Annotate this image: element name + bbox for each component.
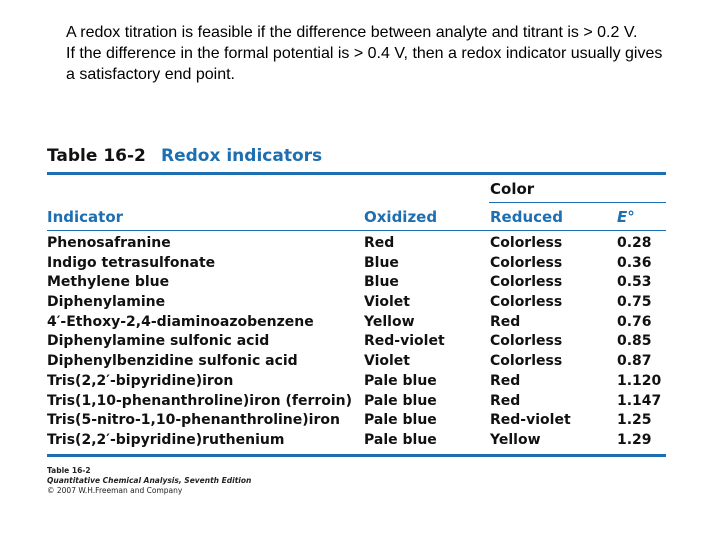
intro-line-1: A redox titration is feasible if the difference between analyte and titrant is > 0.2 V.	[66, 24, 638, 41]
cell-oxidized: Pale blue	[364, 412, 437, 429]
table-row	[47, 273, 667, 293]
cell-e0: 0.85	[617, 333, 652, 350]
cell-indicator: Tris(5-nitro-1,10-phenanthroline)iron	[47, 412, 340, 429]
credit-book-title: Quantitative Chemical Analysis, Seventh Edition	[47, 476, 252, 485]
table-row	[47, 293, 667, 313]
cell-reduced: Colorless	[490, 294, 563, 311]
cell-oxidized: Violet	[364, 294, 410, 311]
cell-e0: 1.25	[617, 412, 652, 429]
cell-e0: 0.76	[617, 313, 652, 330]
cell-e0: 1.147	[617, 392, 662, 409]
table-bottom-rule	[47, 454, 666, 457]
cell-reduced: Red	[490, 372, 521, 389]
cell-e0: 0.53	[617, 274, 652, 291]
table-title: Redox indicators	[161, 146, 323, 166]
cell-oxidized: Pale blue	[364, 372, 437, 389]
cell-reduced: Red	[490, 313, 521, 330]
color-group-header: Color	[490, 180, 535, 198]
cell-oxidized: Pale blue	[364, 392, 437, 409]
credit-copyright: © 2007 W.H.Freeman and Company	[47, 486, 183, 495]
column-header-oxidized: Oxidized	[364, 208, 438, 226]
column-header-e0: E°	[617, 208, 635, 226]
color-group-rule	[489, 202, 666, 203]
table-row	[47, 313, 667, 333]
cell-reduced: Colorless	[490, 254, 563, 271]
cell-e0: 0.75	[617, 294, 652, 311]
cell-indicator: Methylene blue	[47, 274, 170, 291]
cell-oxidized: Violet	[364, 353, 410, 370]
credit-table-number: Table 16-2	[47, 466, 91, 475]
intro-line-2: If the difference in the formal potential is > 0.4 V, then a redox indicator usually gives a satisfactory end point.	[66, 45, 663, 83]
cell-indicator: Tris(2,2′-bipyridine)iron	[47, 372, 234, 389]
table-row	[47, 411, 667, 431]
cell-e0: 1.120	[617, 372, 662, 389]
header-bottom-rule	[47, 230, 666, 231]
table-row	[47, 392, 667, 412]
table-row	[47, 254, 667, 274]
cell-reduced: Yellow	[490, 431, 541, 448]
cell-indicator: Diphenylamine sulfonic acid	[47, 333, 270, 350]
table-number: Table 16-2	[47, 146, 146, 166]
cell-oxidized: Blue	[364, 254, 399, 271]
cell-indicator: Phenosafranine	[47, 235, 171, 251]
source-credit	[47, 466, 251, 496]
table-row	[47, 234, 667, 254]
table-body	[47, 234, 667, 451]
cell-oxidized: Red-violet	[364, 333, 445, 350]
cell-e0: 0.28	[617, 235, 652, 251]
cell-reduced: Colorless	[490, 274, 563, 291]
cell-reduced: Colorless	[490, 333, 563, 350]
cell-reduced: Colorless	[490, 353, 563, 370]
column-header-indicator: Indicator	[47, 208, 124, 226]
cell-e0: 1.29	[617, 431, 652, 448]
cell-oxidized: Blue	[364, 274, 399, 291]
cell-indicator: Tris(2,2′-bipyridine)ruthenium	[47, 431, 285, 448]
cell-indicator: Diphenylbenzidine sulfonic acid	[47, 353, 298, 370]
cell-oxidized: Yellow	[364, 313, 415, 330]
cell-oxidized: Pale blue	[364, 431, 437, 448]
cell-oxidized: Red	[364, 235, 395, 251]
cell-indicator: Indigo tetrasulfonate	[47, 254, 216, 271]
cell-indicator: Tris(1,10-phenanthroline)iron (ferroin)	[47, 392, 353, 409]
cell-e0: 0.36	[617, 254, 652, 271]
table-heading	[47, 146, 667, 172]
table-row	[47, 332, 667, 352]
cell-reduced: Red	[490, 392, 521, 409]
table-row	[47, 372, 667, 392]
cell-indicator: Diphenylamine	[47, 294, 166, 311]
table-top-rule	[47, 172, 666, 175]
cell-reduced: Colorless	[490, 235, 563, 251]
cell-reduced: Red-violet	[490, 412, 571, 429]
column-header-reduced: Reduced	[490, 208, 563, 226]
table-row	[47, 431, 667, 451]
cell-indicator: 4′-Ethoxy-2,4-diaminoazobenzene	[47, 313, 314, 330]
cell-e0: 0.87	[617, 353, 652, 370]
table-row	[47, 352, 667, 372]
intro-text	[66, 22, 666, 85]
